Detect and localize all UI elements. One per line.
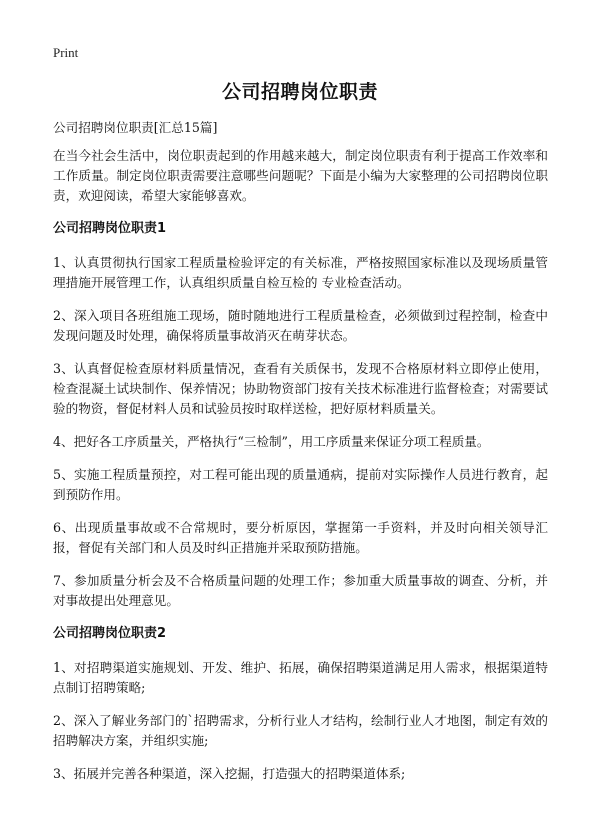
- document-body: [53, 118, 548, 797]
- list-item: 5、实施工程质量预控，对工程可能出现的质量通病，提前对实际操作人员进行教育，起到预防作用。: [53, 467, 548, 502]
- intro-paragraph: 在当今社会生活中，岗位职责起到的作用越来越大，制定岗位职责有利于提高工作效率和工作质量。制定岗位职责需要注意哪些问题呢？下面是小编为大家整理的公司招聘岗位职责，欢迎阅读，希望大家能够喜欢。: [53, 148, 548, 203]
- list-item: 2、深入项目各班组施工现场，随时随地进行工程质量检查，必须做到过程控制，检查中发现问题及时处理，确保将质量事故消灭在萌芽状态。: [53, 308, 548, 343]
- list-item: 1、对招聘渠道实施规划、开发、维护、拓展，确保招聘渠道满足用人需求，根据渠道特点制订招聘策略;: [53, 660, 548, 695]
- document-subtitle: 公司招聘岗位职责[汇总15篇]: [53, 120, 218, 135]
- list-item: 3、拓展并完善各种渠道，深入挖掘，打造强大的招聘渠道体系;: [53, 766, 406, 781]
- list-item: 7、参加质量分析会及不合格质量问题的处理工作；参加重大质量事故的调查、分析，并对事故提出处理意见。: [53, 573, 548, 608]
- list-item: 2、深入了解业务部门的`招聘需求，分析行业人才结构，绘制行业人才地图，制定有效的招聘解决方案，并组织实施;: [53, 713, 548, 748]
- section-heading: 公司招聘岗位职责1: [53, 221, 167, 236]
- section-heading: 公司招聘岗位职责2: [53, 626, 167, 641]
- section-2: [53, 624, 548, 784]
- section-1: [53, 219, 548, 611]
- print-link[interactable]: Print: [53, 45, 79, 60]
- list-item: 4、把好各工序质量关，严格执行“三检制”，用工序质量来保证分项工程质量。: [53, 434, 490, 449]
- list-item: 1、认真贯彻执行国家工程质量检验评定的有关标准，严格按照国家标准以及现场质量管理措施开展管理工作，认真组织质量自检互检的 专业检查活动。: [53, 255, 548, 290]
- list-item: 3、认真督促检查原材料质量情况，查看有关质保书，发现不合格原材料立即停止使用，检查混凝土试块制作、保养情况；协助物资部门按有关技术标准进行监督检查；对需要试验的物资，督促材料人员和试验员按时取样送检，把好原材料质量关。: [53, 361, 548, 416]
- page-title: 公司招聘岗位职责: [221, 81, 378, 103]
- list-item: 6、出现质量事故或不合常规时，要分析原因，掌握第一手资料，并及时向相关领导汇报，督促有关部门和人员及时纠正措施并采取预防措施。: [53, 520, 548, 555]
